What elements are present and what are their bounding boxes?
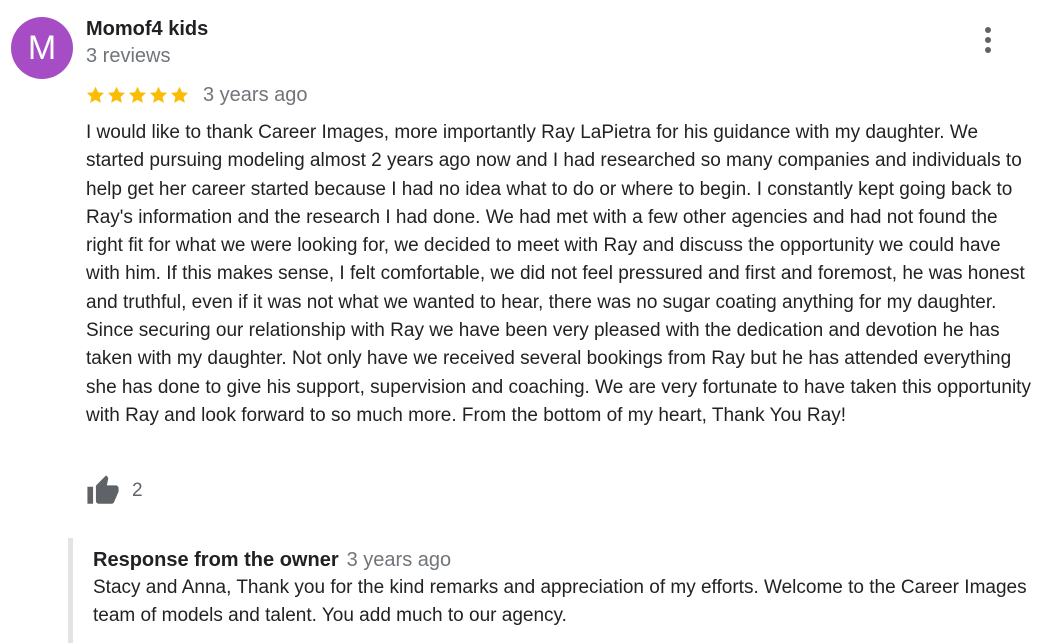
like-count: 2: [132, 480, 143, 501]
rating-row: [85, 82, 308, 108]
thumbs-up-icon: [85, 474, 121, 508]
star-icon: [106, 85, 127, 106]
star-icon: [127, 85, 148, 106]
star-rating: [85, 85, 190, 106]
reviewer-review-count: 3 reviews: [86, 45, 171, 67]
review-text: I would like to thank Career Images, more importantly Ray LaPietra for his guidance with my daughter. We started pursuing modeling almost 2 years ago now and I had researched so many companies and individuals to help get her career started because I had no idea what to do or where to begin. I constantly kept going back to Ray's information and the research I had done. We had met with a few other agencies and had not found the right fit for what we were looking for, we decided to meet with Ray and discuss the opportunity we could have with him. If this makes sense, I felt comfortable, we did not feel pressured and first and foremost, he was honest and truthful, even if it was not what we wanted to hear, there was no sugar coating anything for my daughter. Since securing our relationship with Ray we have been very pleased with the dedication and devotion he has taken with my daughter. Not only have we received several bookings from Ray but he has attended everything she has done to give his support, supervision and coaching. We are very fortunate to have taken this opportunity with Ray and look forward to so much more. From the bottom of my heart, Thank You Ray!: [86, 122, 1031, 426]
more-vert-icon: [985, 27, 991, 33]
owner-response-time: 3 years ago: [346, 549, 452, 571]
owner-response: [68, 538, 1040, 643]
owner-response-label: Response from the owner: [93, 549, 339, 571]
owner-response-header: [93, 549, 1040, 572]
review-time: 3 years ago: [203, 83, 308, 106]
more-options-button[interactable]: [976, 24, 1000, 56]
star-icon: [148, 85, 169, 106]
reviewer-name[interactable]: Momof4 kids: [86, 18, 209, 40]
like-button[interactable]: [85, 474, 143, 508]
avatar[interactable]: M: [11, 17, 73, 79]
star-icon: [85, 85, 106, 106]
star-icon: [169, 85, 190, 106]
owner-response-text: Stacy and Anna, Thank you for the kind remarks and appreciation of my efforts. Welcome to the Career Images team of models and talent. You add much to our agency.: [93, 577, 1027, 627]
